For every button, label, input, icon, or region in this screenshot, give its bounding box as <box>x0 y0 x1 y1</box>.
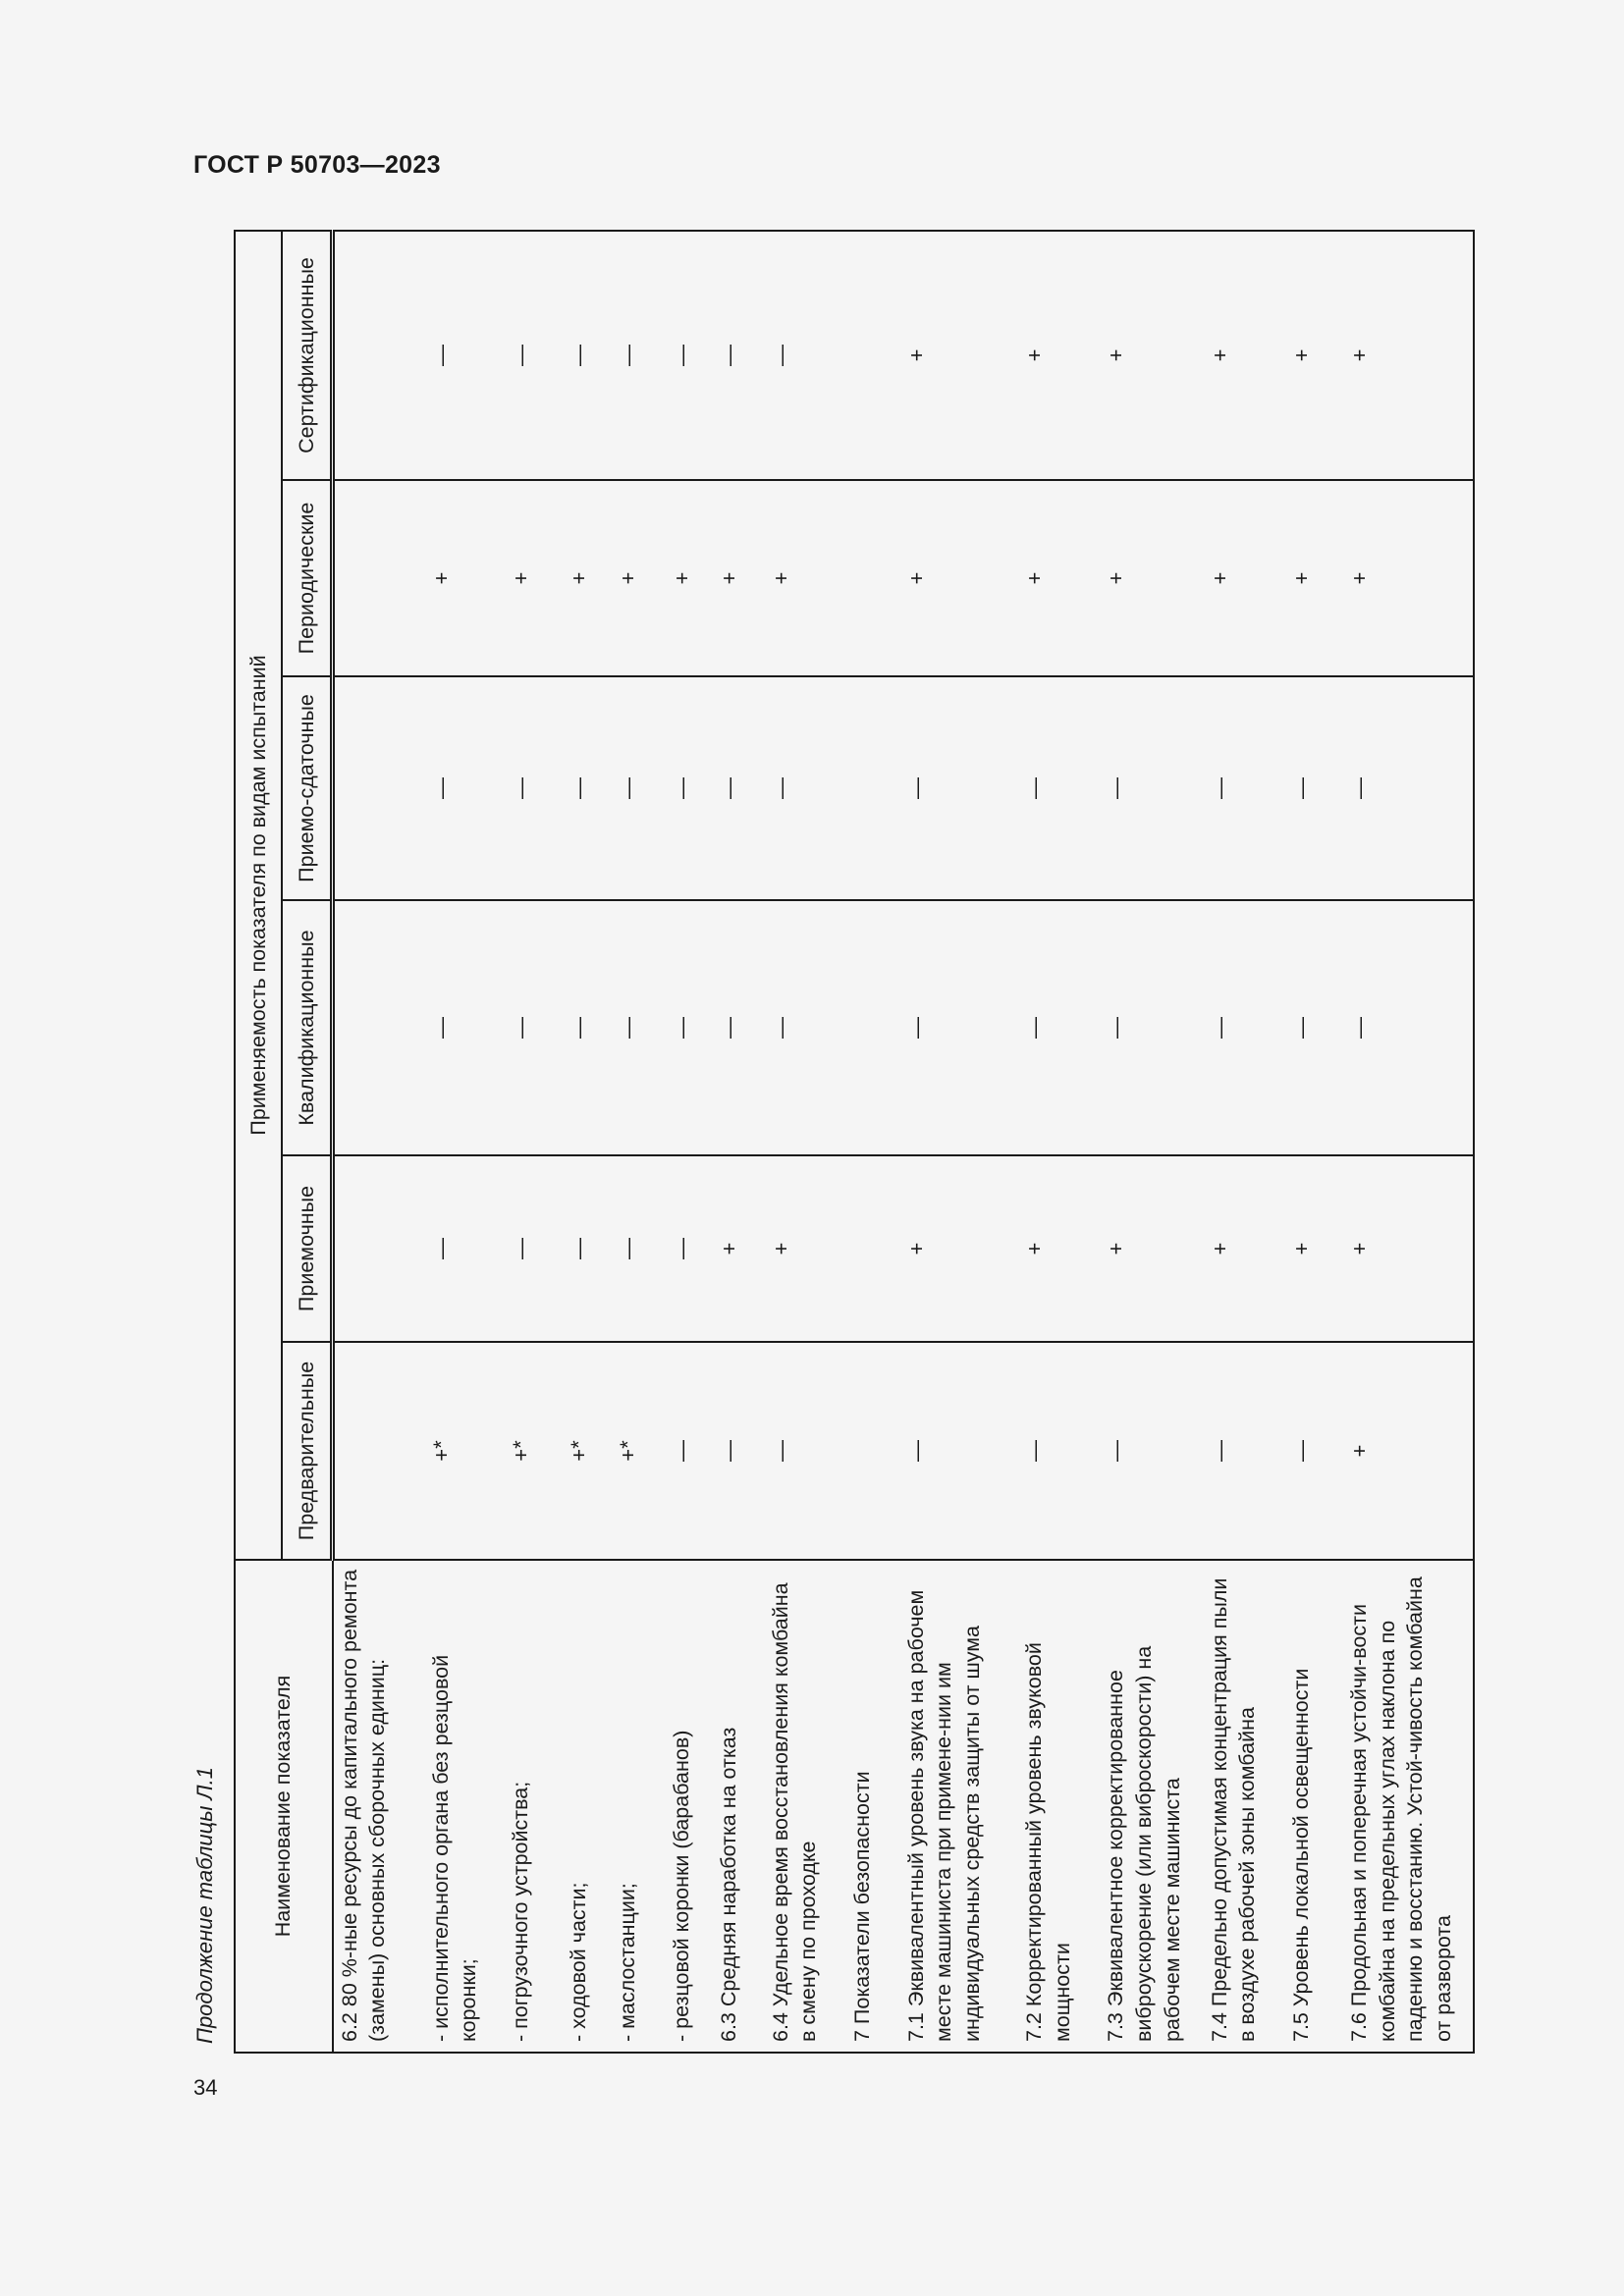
document-title: ГОСТ Р 50703—2023 <box>193 151 441 179</box>
applicability-mark <box>846 900 900 1155</box>
applicability-mark: — <box>1285 1342 1343 1560</box>
applicability-mark: + <box>900 1155 1018 1342</box>
table-row <box>900 231 1018 2053</box>
name-column-header: Наименование показателя <box>235 1560 333 2053</box>
applicability-mark: — <box>612 900 666 1155</box>
applicability-mark: — <box>765 231 846 480</box>
test-type-header: Сертификационные <box>282 231 333 480</box>
applicability-mark: — <box>666 676 713 900</box>
page-number: 34 <box>193 2075 218 2100</box>
test-type-header: Приемо-сдаточные <box>282 676 333 900</box>
applicability-mark: — <box>765 676 846 900</box>
table-row <box>612 231 666 2053</box>
applicability-mark <box>333 231 425 480</box>
table-row <box>425 231 505 2053</box>
table-row <box>666 231 713 2053</box>
applicability-mark <box>333 900 425 1155</box>
applicability-mark: — <box>666 231 713 480</box>
indicator-name: 7.2 Корректированный уровень звуковой мощности <box>1018 1560 1100 2053</box>
applicability-mark: — <box>425 676 505 900</box>
applicability-mark: + <box>1343 480 1474 676</box>
applicability-mark: — <box>505 676 563 900</box>
test-type-header: Периодические <box>282 480 333 676</box>
applicability-mark: — <box>425 900 505 1155</box>
applicability-mark: — <box>666 1155 713 1342</box>
table-row <box>1343 231 1474 2053</box>
applicability-mark: + <box>713 1155 765 1342</box>
indicator-name: - исполнительного органа без резцовой коронки; <box>425 1560 505 2053</box>
applicability-mark: + <box>1204 231 1285 480</box>
applicability-mark: — <box>666 1342 713 1560</box>
indicator-applicability-table-wrapper <box>234 232 1475 2054</box>
indicator-name: 7.6 Продольная и поперечная устойчи-вости комбайна на предельных углах наклона по падению и восстанию. Устой-чивость комбайна от разворота <box>1343 1560 1474 2053</box>
applicability-mark: + <box>900 231 1018 480</box>
indicator-name: 7.1 Эквивалентный уровень звука на рабочем месте машиниста при примене-нии им индивидуальных средств защиты от шума <box>900 1560 1018 2053</box>
plus-with-note-mark: +* <box>566 1440 591 1462</box>
applicability-mark: — <box>563 231 612 480</box>
applicability-mark: + <box>1343 231 1474 480</box>
indicator-applicability-table <box>234 230 1475 2054</box>
table-row <box>713 231 765 2053</box>
indicator-name: 6.3 Средняя наработка на отказ <box>713 1560 765 2053</box>
table-row <box>1100 231 1203 2053</box>
applicability-mark: — <box>900 1342 1018 1560</box>
applicability-mark: — <box>563 1155 612 1342</box>
applicability-mark: — <box>1343 676 1474 900</box>
applicability-mark <box>505 1342 563 1560</box>
applicability-mark: — <box>900 900 1018 1155</box>
table-row <box>333 231 425 2053</box>
test-type-header: Приемочные <box>282 1155 333 1342</box>
applicability-mark: + <box>1204 1155 1285 1342</box>
applicability-mark <box>846 676 900 900</box>
applicability-mark: — <box>765 900 846 1155</box>
applicability-mark: + <box>563 480 612 676</box>
applicability-mark: — <box>1018 900 1100 1155</box>
indicator-name: - маслостанции; <box>612 1560 666 2053</box>
applicability-mark: + <box>1285 231 1343 480</box>
indicator-name: - резцовой коронки (барабанов) <box>666 1560 713 2053</box>
applicability-mark <box>846 1342 900 1560</box>
applicability-mark: — <box>713 900 765 1155</box>
applicability-mark: + <box>1018 1155 1100 1342</box>
applicability-mark: — <box>612 231 666 480</box>
plus-with-note-mark: +* <box>508 1440 533 1462</box>
applicability-mark: + <box>900 480 1018 676</box>
applicability-mark <box>563 1342 612 1560</box>
applicability-mark <box>333 1342 425 1560</box>
indicator-name: 6.4 Удельное время восстановления комбайна в смену по проходке <box>765 1560 846 2053</box>
applicability-mark: — <box>1100 1342 1203 1560</box>
applicability-mark <box>333 480 425 676</box>
applicability-mark: — <box>1100 676 1203 900</box>
table-row <box>846 231 900 2053</box>
applicability-mark: — <box>713 676 765 900</box>
applicability-mark: — <box>1018 676 1100 900</box>
applicability-mark: + <box>425 480 505 676</box>
indicator-name: 6.2 80 %-ные ресурсы до капитального ремонта (замены) основных сборочных единиц: <box>333 1560 425 2053</box>
applicability-mark: + <box>1100 231 1203 480</box>
applicability-mark: — <box>505 231 563 480</box>
applicability-mark: + <box>1343 1342 1474 1560</box>
applicability-mark: + <box>713 480 765 676</box>
applicability-mark: — <box>425 231 505 480</box>
table-row <box>1018 231 1100 2053</box>
indicator-name: - ходовой части; <box>563 1560 612 2053</box>
applicability-mark <box>612 1342 666 1560</box>
applicability-mark: — <box>713 1342 765 1560</box>
applicability-mark: + <box>1285 1155 1343 1342</box>
applicability-mark: + <box>1100 480 1203 676</box>
applicability-mark: — <box>425 1155 505 1342</box>
applicability-mark: + <box>612 480 666 676</box>
applicability-mark: + <box>1204 480 1285 676</box>
applicability-mark: — <box>1204 676 1285 900</box>
applicability-mark: + <box>666 480 713 676</box>
applicability-mark: — <box>505 1155 563 1342</box>
applicability-mark: — <box>900 676 1018 900</box>
applicability-mark: — <box>1204 900 1285 1155</box>
applicability-mark: — <box>563 900 612 1155</box>
applicability-mark: — <box>612 1155 666 1342</box>
applicability-mark: — <box>1204 1342 1285 1560</box>
indicator-name: - погрузочного устройства; <box>505 1560 563 2053</box>
applicability-mark: — <box>765 1342 846 1560</box>
indicator-name: 7.5 Уровень локальной освещенности <box>1285 1560 1343 2053</box>
table-row <box>1285 231 1343 2053</box>
applicability-mark: — <box>1285 676 1343 900</box>
table-row <box>1204 231 1285 2053</box>
indicator-name: 7 Показатели безопасности <box>846 1560 900 2053</box>
applicability-mark: + <box>765 1155 846 1342</box>
applicability-mark <box>333 676 425 900</box>
table-continuation-caption: Продолжение таблицы Л.1 <box>192 1767 217 2044</box>
indicator-name: 7.3 Эквивалентное корректированное виброускорение (или виброскорости) на рабочем месте машиниста <box>1100 1560 1203 2053</box>
applicability-mark: + <box>765 480 846 676</box>
test-type-header: Квалификационные <box>282 900 333 1155</box>
applicability-mark <box>846 231 900 480</box>
table-row <box>505 231 563 2053</box>
applicability-group-header: Применяемость показателя по видам испытаний <box>235 231 282 1560</box>
applicability-mark: + <box>1285 480 1343 676</box>
applicability-mark: + <box>1100 1155 1203 1342</box>
test-type-header: Предварительные <box>282 1342 333 1560</box>
applicability-mark: — <box>563 676 612 900</box>
applicability-mark: + <box>1343 1155 1474 1342</box>
applicability-mark: — <box>713 231 765 480</box>
table-row <box>765 231 846 2053</box>
applicability-mark <box>846 1155 900 1342</box>
applicability-mark: — <box>666 900 713 1155</box>
applicability-mark <box>333 1155 425 1342</box>
plus-with-note-mark: +* <box>616 1440 641 1462</box>
applicability-mark: + <box>1018 480 1100 676</box>
applicability-mark: + <box>505 480 563 676</box>
plus-with-note-mark: +* <box>428 1440 454 1462</box>
applicability-mark: — <box>505 900 563 1155</box>
applicability-mark: — <box>1285 900 1343 1155</box>
applicability-mark: — <box>1343 900 1474 1155</box>
applicability-mark: — <box>612 676 666 900</box>
applicability-mark: + <box>1018 231 1100 480</box>
applicability-mark: — <box>1100 900 1203 1155</box>
table-row <box>563 231 612 2053</box>
applicability-mark: — <box>1018 1342 1100 1560</box>
indicator-name: 7.4 Предельно допустимая концентрация пыли в воздухе рабочей зоны комбайна <box>1204 1560 1285 2053</box>
applicability-mark <box>425 1342 505 1560</box>
applicability-mark <box>846 480 900 676</box>
